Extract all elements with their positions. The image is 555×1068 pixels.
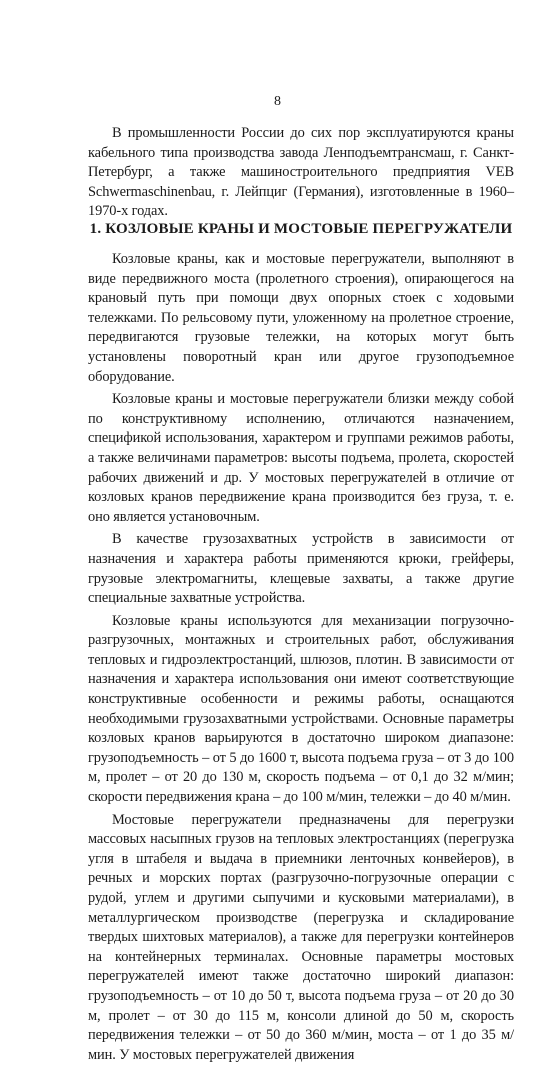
paragraph: Козловые краны, как и мостовые перегружатели, выполняют в виде передвижного моста (пролетного строения), опирающегося на крановый путь при помощи двух опорных стоек с ходовыми тележками. По рельсовому пути, уложенному на пролетное строение, передвигаются грузовые тележки, на которых могут быть установлены поворотный кран или другое грузоподъемное оборудование. xyxy=(88,251,514,385)
section-body xyxy=(88,250,514,1068)
paragraph: Козловые краны и мостовые перегружатели близки между собой по конструктивному исполнению, отличаются назначением, спецификой использования, характером и группами режимов работы, а также величинами параметров: высоты подъема, пролета, скоростей рабочих движений и др. У мостовых перегружателей в отличие от козловых кранов передвижение крана производится без груза, т. е. оно является установочным. xyxy=(88,391,514,525)
intro-paragraph: В промышленности России до сих пор эксплуатируются краны кабельного типа производства завода Ленподъемтрансмаш, г. Санкт-Петербург, а также машиностроительного предприятия VEB Schwermaschinenbau, г. Лейпциг (Германия), изготовленные в 1960–1970-х годах. xyxy=(88,125,514,220)
paragraph: В качестве грузозахватных устройств в зависимости от назначения и характера работы применяются крюки, грейферы, грузовые электромагниты, клещевые захваты, а также другие специальные захватные устройства. xyxy=(88,531,514,607)
page-number: 8 xyxy=(274,94,281,109)
section-heading: 1. КОЗЛОВЫЕ КРАНЫ И МОСТОВЫЕ ПЕРЕГРУЖАТЕЛИ xyxy=(89,221,513,237)
paragraph: Козловые краны используются для механизации погрузочно-разгрузочных, монтажных и строительных работ, обслуживания тепловых и гидроэлектростанций, шлюзов, плотин. В зависимости от назначения и характера использования они имеют соответствующие конструктивные особенности и режимы работы, оснащаются необходимыми грузозахватными устройствами. Основные параметры козловых кранов варьируются в достаточно широком диапазоне: грузоподъемность – от 5 до 1600 т, высота подъема груза – от 3 до 100 м, пролет – от 20 до 130 м, скорость подъема – от 0,1 до 32 м/мин; скорости передвижения крана – до 100 м/мин, тележки – до 40 м/мин. xyxy=(88,612,514,806)
intro-section xyxy=(88,124,514,225)
paragraph: Мостовые перегружатели предназначены для перегрузки массовых насыпных грузов на тепловых электростанциях (перегрузка угля в штабеля и выдача в приемники ленточных конвейеров), в речных и морских портах (разгрузочно-погрузочные операции с рудой, углем и другими сыпучими и кусковыми материалами), в металлургическом производстве (перегрузка и складирование твердых шихтовых материалов), а также для перегрузки контейнеров на контейнерных терминалах. Основные параметры мостовых перегружателей имеют также достаточно широкий диапазон: грузоподъемность – от 10 до 50 т, высота подъема груза – от 20 до 30 м, пролет – от 30 до 115 м, консоли длиной до 50 м, скорость передвижения тележки – от 50 до 360 м/мин, моста – от 1 до 35 м/мин. У мостовых перегружателей движения xyxy=(88,811,514,1063)
